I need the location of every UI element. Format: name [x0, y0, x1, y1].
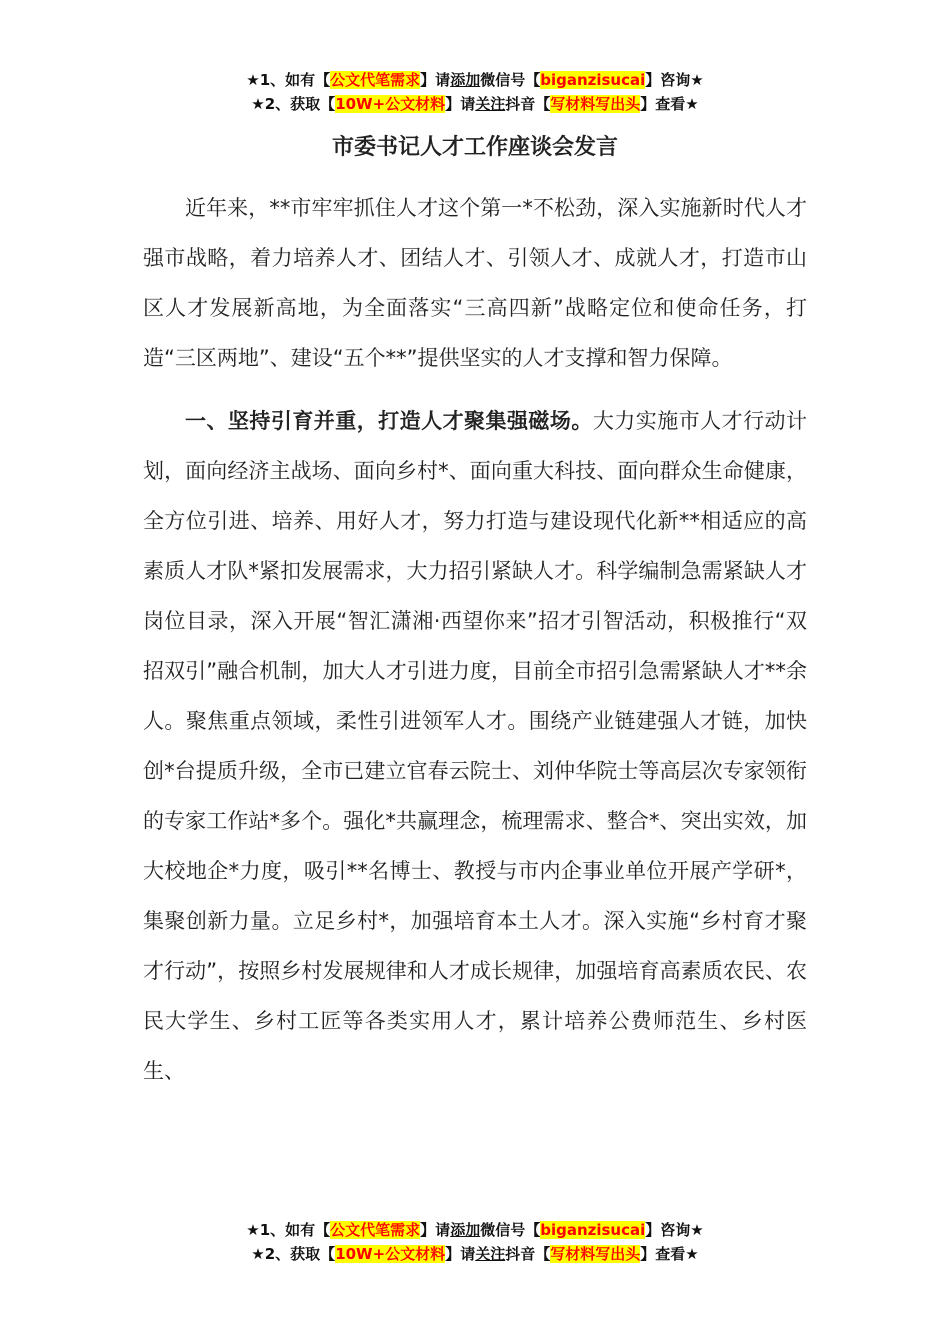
paragraph-text: 近年来，**市牢牢抓住人才这个第一*不松劲，深入实施新时代人才强市战略，着力培养人才、团结人才、引领人才、成就人才，打造市山区人才发展新高地，为全面落实“三高四新”战略定位和使命任务，打造“三区两地”、建设“五个**”提供坚实的人才支撑和智力保障。: [143, 196, 807, 370]
paragraph-text: 大力实施市人才行动计划，面向经济主战场、面向乡村*、面向重大科技、面向群众生命健康，全方位引进、培养、用好人才，努力打造与建设现代化新**相适应的高素质人才队*紧扣发展需求，大力招引紧缺人才。科学编制急需紧缺人才岗位目录，深入开展“智汇潇湘·西望你来”招才引智活动，积极推行“双招双引”融合机制，加大人才引进力度，目前全市招引急需紧缺人才**余人。聚焦重点领域，柔性引进领军人才。围绕产业链建强人才链，加快创*台提质升级，全市已建立官春云院士、刘仲华院士等高层次专家领衔的专家工作站*多个。强化*共赢理念，梳理需求、整合*、突出实效，加大校地企*力度，吸引**名博士、教授与市内企事业单位开展产学研*，集聚创新力量。立足乡村*，加强培育本土人才。深入实施“乡村育才聚才行动”，按照乡村发展规律和人才成长规律，加强培育高素质农民、农民大学生、乡村工匠等各类实用人才，累计培养公费师范生、乡村医生、: [143, 409, 808, 1083]
body-paragraph: [143, 183, 807, 383]
banner-line-1: [0, 1218, 950, 1242]
banner-emphasis: 添加: [450, 1221, 481, 1239]
banner-emphasis: 添加: [450, 71, 481, 89]
banner-text: ★2、获取【: [251, 95, 336, 113]
banner-wechat-id: biganzisucai: [540, 1221, 646, 1239]
banner-highlight: 公文代笔需求: [330, 1221, 421, 1239]
document-body: [143, 183, 807, 1096]
banner-text: 】查看★: [640, 95, 699, 113]
banner-text: 】查看★: [640, 1245, 699, 1263]
banner-emphasis: 关注: [475, 95, 506, 113]
banner-text: ★1、如有【: [246, 71, 331, 89]
banner-douyin-id: 写材料写出头: [550, 95, 641, 113]
banner-emphasis: 关注: [475, 1245, 506, 1263]
banner-text: 】请: [445, 95, 476, 113]
banner-text: 】请: [420, 1221, 451, 1239]
footer-banner: [0, 1218, 950, 1266]
banner-text: 】请: [445, 1245, 476, 1263]
banner-text: 】请: [420, 71, 451, 89]
banner-text: ★1、如有【: [246, 1221, 331, 1239]
banner-wechat-id: biganzisucai: [540, 71, 646, 89]
header-banner: [0, 68, 950, 116]
banner-text: 微信号【: [480, 1221, 541, 1239]
banner-text: ★2、获取【: [251, 1245, 336, 1263]
banner-highlight: 公文代笔需求: [330, 71, 421, 89]
banner-text: 】咨询★: [645, 1221, 704, 1239]
body-paragraph: [143, 396, 807, 1096]
banner-line-2: [0, 1242, 950, 1266]
banner-douyin-id: 写材料写出头: [550, 1245, 641, 1263]
banner-highlight: 10W+公文材料: [335, 95, 446, 113]
section-heading: 一、坚持引育并重，打造人才聚集强磁场。: [185, 409, 593, 433]
banner-line-1: [0, 68, 950, 92]
banner-text: 抖音【: [505, 95, 551, 113]
banner-text: 微信号【: [480, 71, 541, 89]
document-title: 市委书记人才工作座谈会发言: [331, 135, 618, 160]
banner-text: 抖音【: [505, 1245, 551, 1263]
banner-line-2: [0, 92, 950, 116]
banner-text: 】咨询★: [645, 71, 704, 89]
banner-highlight: 10W+公文材料: [335, 1245, 446, 1263]
